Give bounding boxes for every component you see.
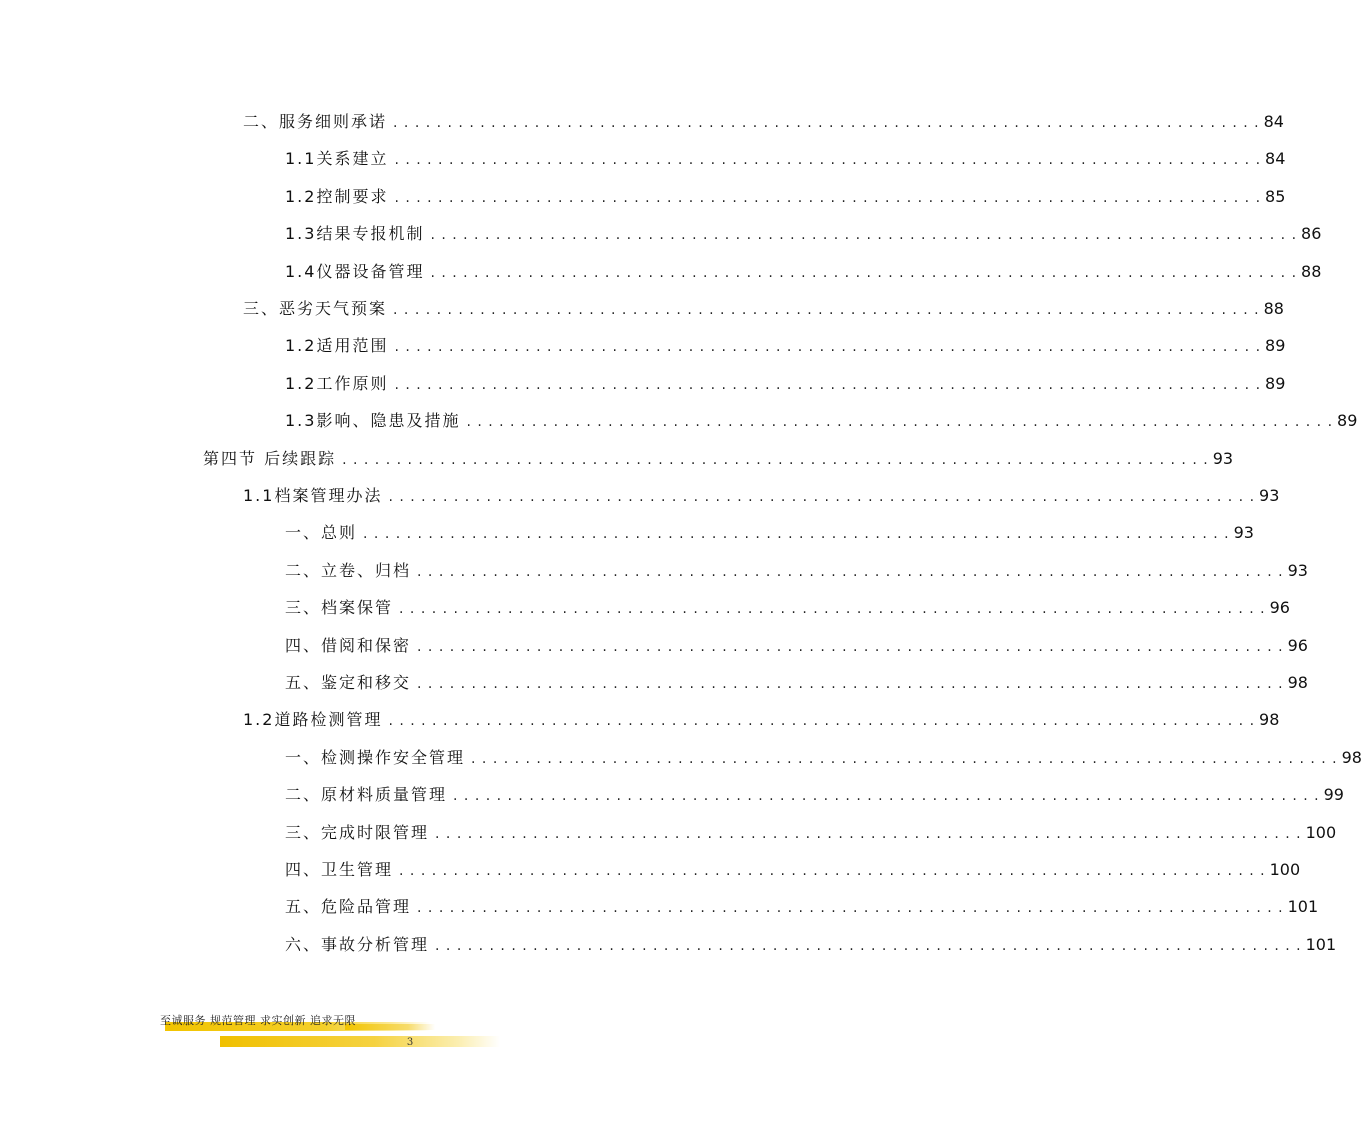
toc-entry-label: 三、档案保管 [285,598,394,618]
toc-entry[interactable] [243,704,1280,730]
toc-leader-dots: . . . . . . . . . . . . . . . . . . . . . . . . . . . . . . . . . . . . . . . . . . . . . . . . . . . . . . . . . . . . . . . . . . . . . . . . . . . . . . . . [453,788,1320,805]
toc-entry[interactable] [203,443,1234,469]
toc-entry-page: 93 [1259,486,1280,505]
footer-decor-bar-mid [345,1024,435,1030]
toc-leader-dots: . . . . . . . . . . . . . . . . . . . . . . . . . . . . . . . . . . . . . . . . . . . . . . . . . . . . . . . . . . . . . . . . . . . . . . . . . . . . . . . . [394,339,1262,356]
toc-leader-dots: . . . . . . . . . . . . . . . . . . . . . . . . . . . . . . . . . . . . . . . . . . . . . . . . . . . . . . . . . . . . . . . . . . . . . . . . . . . . . . . . [393,302,1260,318]
toc-leader-dots: . . . . . . . . . . . . . . . . . . . . . . . . . . . . . . . . . . . . . . . . . . . . . . . . . . . . . . . . . . . . . . . . . . . . . . . . . . . . . . . . [435,825,1302,842]
toc-entry-label: 五、危险品管理 [285,897,412,917]
toc-entry[interactable] [285,555,1308,581]
toc-entry-label: 1.2适用范围 [285,336,389,356]
toc-entry-page: 85 [1265,186,1286,206]
toc-leader-dots: . . . . . . . . . . . . . . . . . . . . . . . . . . . . . . . . . . . . . . . . . . . . . . . . . . . . . . . . . . . . . . . . . . . . . . . . . . . . . . . . [417,563,1284,580]
toc-entry[interactable] [285,817,1337,843]
toc-entry[interactable] [285,929,1337,955]
toc-leader-dots: . . . . . . . . . . . . . . . . . . . . . . . . . . . . . . . . . . . . . . . . . . . . . . . . . . . . . . . . . . . . . . . . . . . . . . . . . . . . . . . . [430,227,1298,244]
toc-leader-dots: . . . . . . . . . . . . . . . . . . . . . . . . . . . . . . . . . . . . . . . . . . . . . . . . . . . . . . . . . . . . . . . . . . . . . . . . . . . . . . . . [417,900,1284,917]
toc-leader-dots: . . . . . . . . . . . . . . . . . . . . . . . . . . . . . . . . . . . . . . . . . . . . . . . . . . . . . . . . . . . . . . . . . . . . . . . . . . . . . . . . [399,863,1266,879]
toc-entry-label: 四、卫生管理 [285,860,394,879]
toc-entry[interactable] [285,592,1290,618]
toc-leader-dots: . . . . . . . . . . . . . . . . . . . . . . . . . . . . . . . . . . . . . . . . . . . . . . . . . . . . . . . . . . . . . . . . . . . . . . . . . . . . . . . . [417,676,1284,692]
toc-leader-dots: . . . . . . . . . . . . . . . . . . . . . . . . . . . . . . . . . . . . . . . . . . . . . . . . . . . . . . . . . . . . . . . . . . . . . . . . . . . . . . . . [388,489,1256,505]
toc-entry[interactable] [243,480,1280,506]
toc-entry-page: 96 [1287,635,1308,655]
toc-entry-label: 六、事故分析管理 [285,934,430,954]
toc-entry-page: 96 [1269,598,1290,618]
toc-leader-dots: . . . . . . . . . . . . . . . . . . . . . . . . . . . . . . . . . . . . . . . . . . . . . . . . . . . . . . . . . . . . . . . . . . . . . . . . . . . . . . . . [466,414,1334,431]
toc-entry-page: 98 [1341,747,1362,767]
toc-entry-label: 1.4仪器设备管理 [285,261,425,281]
toc-entry-label: 五、鉴定和移交 [285,673,412,692]
footer-decor-bar-bottom [220,1036,500,1047]
toc-entry[interactable] [243,106,1284,132]
toc-entry-label: 1.3结果专报机制 [285,224,425,244]
toc-entry[interactable] [285,742,1362,768]
toc-entry-label: 一、总则 [285,523,358,543]
toc-entry[interactable] [243,293,1284,319]
toc-entry-label: 1.1关系建立 [285,149,389,169]
toc-entry-label: 1.2道路检测管理 [243,710,383,730]
toc-entry[interactable] [285,517,1254,543]
toc-entry-page: 89 [1265,373,1286,393]
toc-entry-page: 88 [1263,299,1284,318]
toc-entry-page: 100 [1269,860,1301,879]
toc-entry[interactable] [285,405,1358,431]
page-number: 3 [406,1037,414,1048]
toc-entry-page: 89 [1337,411,1358,431]
toc-leader-dots: . . . . . . . . . . . . . . . . . . . . . . . . . . . . . . . . . . . . . . . . . . . . . . . . . . . . . . . . . . . . . . . . . . . . . . . . . . . . . . . . [399,601,1266,618]
toc-entry-page: 99 [1323,785,1344,805]
toc-leader-dots: . . . . . . . . . . . . . . . . . . . . . . . . . . . . . . . . . . . . . . . . . . . . . . . . . . . . . . . . . . . . . . . . . . . . . . . . . . . . . . . . [394,376,1262,393]
toc-leader-dots: . . . . . . . . . . . . . . . . . . . . . . . . . . . . . . . . . . . . . . . . . . . . . . . . . . . . . . . . . . . . . . . . . . . . . . . . . . . . . . . . [430,264,1298,281]
toc-leader-dots: . . . . . . . . . . . . . . . . . . . . . . . . . . . . . . . . . . . . . . . . . . . . . . . . . . . . . . . . . . . . . . . . . . . . . . . . . . . . . . . . [471,750,1338,767]
toc-entry-label: 二、立卷、归档 [285,560,412,580]
toc-entry-page: 98 [1287,673,1308,692]
toc-leader-dots: . . . . . . . . . . . . . . . . . . . . . . . . . . . . . . . . . . . . . . . . . . . . . . . . . . . . . . . . . . . . . . . . . . . . . . . . . . . . . . . . [435,937,1302,954]
toc-entry[interactable] [285,667,1308,693]
toc-leader-dots: . . . . . . . . . . . . . . . . . . . . . . . . . . . . . . . . . . . . . . . . . . . . . . . . . . . . . . . . . . . . . . . . . . . . . . . . . . . . . . . . [394,152,1262,169]
toc-entry-label: 1.3影响、隐患及措施 [285,411,461,431]
toc-entry-label: 四、借阅和保密 [285,635,412,655]
toc-entry-page: 93 [1233,523,1254,543]
toc-entry[interactable] [285,143,1286,169]
toc-leader-dots: . . . . . . . . . . . . . . . . . . . . . . . . . . . . . . . . . . . . . . . . . . . . . . . . . . . . . . . . . . . . . . . . . . . . . . . . . . . . . . . . [417,638,1284,655]
toc-entry[interactable] [285,181,1286,207]
toc-entry-page: 93 [1287,560,1308,580]
toc-entry-page: 101 [1287,897,1319,917]
toc-entry-page: 89 [1265,336,1286,356]
toc-entry-page: 86 [1301,224,1322,244]
toc-leader-dots: . . . . . . . . . . . . . . . . . . . . . . . . . . . . . . . . . . . . . . . . . . . . . . . . . . . . . . . . . . . . . . . . . . . . . . . . . . . . . . . . [363,526,1230,543]
toc-entry-label: 1.2工作原则 [285,373,389,393]
footer-slogan: 至诚服务 规范管理 求实创新 追求无限 [160,1014,356,1027]
toc-entry[interactable] [285,218,1322,244]
toc-leader-dots: . . . . . . . . . . . . . . . . . . . . . . . . . . . . . . . . . . . . . . . . . . . . . . . . . . . . . . . . . . . . . . . . . . . . . . . . . . . . . . . . [394,189,1262,206]
toc-entry[interactable] [285,891,1319,917]
toc-leader-dots: . . . . . . . . . . . . . . . . . . . . . . . . . . . . . . . . . . . . . . . . . . . . . . . . . . . . . . . . . . . . . . . . . . . . . . . . . . . . . . . . [393,115,1260,131]
toc-leader-dots: . . . . . . . . . . . . . . . . . . . . . . . . . . . . . . . . . . . . . . . . . . . . . . . . . . . . . . . . . . . . . . . . . . . . . . . . . . . . . . . . [388,713,1256,730]
toc-entry-page: 84 [1263,112,1284,131]
toc-entry-page: 98 [1259,710,1280,730]
toc-entry[interactable] [285,630,1308,656]
toc-leader-dots: . . . . . . . . . . . . . . . . . . . . . . . . . . . . . . . . . . . . . . . . . . . . . . . . . . . . . . . . . . . . . . . . . . . . . . . . . . . . . . . . [342,451,1209,468]
toc-entry-label: 二、原材料质量管理 [285,785,448,805]
toc-entry-label: 1.1档案管理办法 [243,486,383,505]
toc-entry-label: 三、完成时限管理 [285,822,430,842]
toc-entry-label: 三、恶劣天气预案 [243,299,388,318]
page-footer [0,1010,793,1060]
toc-entry[interactable] [285,854,1301,880]
toc-entry[interactable] [285,330,1286,356]
toc-entry-page: 88 [1301,261,1322,281]
toc-entry-label: 1.2控制要求 [285,186,389,206]
toc-entry-page: 93 [1212,448,1234,468]
toc-entry[interactable] [285,368,1286,394]
toc-entry-label: 一、检测操作安全管理 [285,747,466,767]
toc-entry[interactable] [285,256,1322,282]
toc-entry-page: 84 [1265,149,1286,169]
toc-entry[interactable] [285,779,1344,805]
toc-entry-label: 第四节 后续跟踪 [203,448,337,468]
toc-entry-page: 100 [1305,822,1337,842]
toc-entry-page: 101 [1305,934,1337,954]
toc-entry-label: 二、服务细则承诺 [243,112,388,131]
